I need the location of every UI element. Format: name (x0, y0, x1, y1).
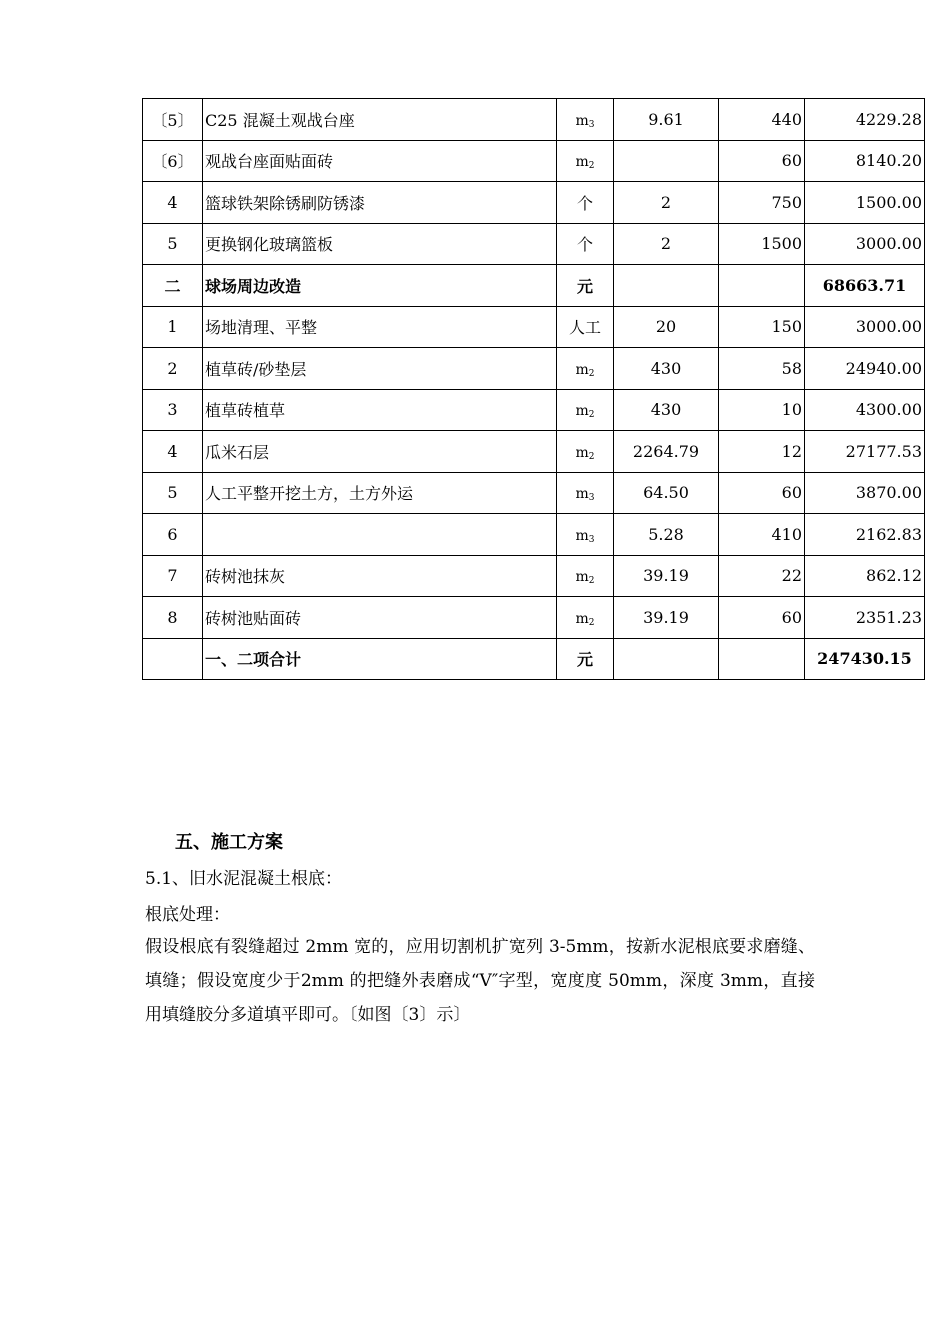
unit-price-cell: 10 (719, 389, 805, 431)
quantity-cell: 39.19 (614, 597, 719, 639)
item-name-cell: C25 混凝土观战台座 (203, 99, 557, 141)
total-cell: 24940.00 (805, 348, 925, 390)
unit-base: m (575, 486, 589, 503)
unit-exponent: 2 (588, 161, 595, 172)
item-number-cell: 1 (143, 306, 203, 348)
unit-base: m (575, 610, 589, 627)
unit-exponent: 2 (588, 368, 595, 379)
item-number-cell: 二 (143, 265, 203, 307)
item-name-cell: 植草砖植草 (203, 389, 557, 431)
quantity-cell: 2264.79 (614, 431, 719, 473)
table-row (143, 265, 925, 307)
quantity-cell: 5.28 (614, 514, 719, 556)
unit-price-cell: 60 (719, 140, 805, 182)
item-name-cell: 观战台座面贴面砖 (203, 140, 557, 182)
table-row (143, 140, 925, 182)
unit-exponent: 2 (588, 410, 595, 421)
unit-base: 人工 (568, 318, 601, 338)
quantity-cell (614, 265, 719, 307)
total-cell: 4300.00 (805, 389, 925, 431)
total-cell: 247430.15 (805, 638, 925, 680)
item-name-cell: 篮球铁架除锈刷防锈漆 (203, 182, 557, 224)
item-name-cell: 场地清理、平整 (203, 306, 557, 348)
total-cell: 3000.00 (805, 223, 925, 265)
total-cell: 2351.23 (805, 597, 925, 639)
unit-base: 个 (576, 235, 593, 255)
unit-base: m (575, 361, 589, 378)
unit-cell (557, 597, 614, 639)
unit-base: m (575, 403, 589, 420)
unit-cell (557, 182, 614, 224)
unit-exponent: 2 (588, 617, 595, 628)
unit-price-cell: 22 (719, 555, 805, 597)
item-number-cell: 〔6〕 (143, 140, 203, 182)
unit-base: m (575, 527, 589, 544)
quantity-cell: 39.19 (614, 555, 719, 597)
item-name-cell: 一、二项合计 (203, 638, 557, 680)
unit-price-cell: 1500 (719, 223, 805, 265)
item-number-cell: 5 (143, 472, 203, 514)
unit-cell (557, 348, 614, 390)
table-row (143, 182, 925, 224)
table-row (143, 638, 925, 680)
table-row (143, 389, 925, 431)
unit-cell (557, 389, 614, 431)
quantity-cell: 20 (614, 306, 719, 348)
unit-exponent: 3 (588, 119, 595, 130)
unit-base: 元 (576, 650, 593, 670)
table-row (143, 514, 925, 556)
table-row (143, 223, 925, 265)
subsection-heading: 5.1、旧水泥混凝土根底： (145, 869, 343, 889)
unit-cell (557, 265, 614, 307)
item-number-cell: 5 (143, 223, 203, 265)
unit-cell (557, 431, 614, 473)
table-body (143, 99, 925, 680)
table-row (143, 472, 925, 514)
table-row (143, 555, 925, 597)
unit-base: m (575, 444, 589, 461)
table-row (143, 99, 925, 141)
total-cell: 1500.00 (805, 182, 925, 224)
quantity-cell: 64.50 (614, 472, 719, 514)
unit-base: m (575, 112, 589, 129)
unit-cell (557, 140, 614, 182)
unit-cell (557, 555, 614, 597)
item-name-cell (203, 514, 557, 556)
total-cell: 3000.00 (805, 306, 925, 348)
unit-price-cell: 750 (719, 182, 805, 224)
unit-exponent: 3 (588, 534, 595, 545)
item-number-cell: 4 (143, 182, 203, 224)
unit-base: m (575, 154, 589, 171)
total-cell: 8140.20 (805, 140, 925, 182)
cost-table (142, 98, 925, 680)
unit-base: 元 (576, 276, 593, 296)
unit-cell (557, 223, 614, 265)
quantity-cell: 2 (614, 223, 719, 265)
unit-cell (557, 638, 614, 680)
treatment-label: 根底处理： (145, 905, 230, 925)
total-cell: 862.12 (805, 555, 925, 597)
item-name-cell: 砖树池贴面砖 (203, 597, 557, 639)
table-row (143, 597, 925, 639)
item-number-cell (143, 638, 203, 680)
unit-price-cell: 58 (719, 348, 805, 390)
unit-cell (557, 99, 614, 141)
table-row (143, 306, 925, 348)
item-number-cell: 〔5〕 (143, 99, 203, 141)
item-name-cell: 更换钢化玻璃篮板 (203, 223, 557, 265)
unit-cell (557, 514, 614, 556)
total-cell: 27177.53 (805, 431, 925, 473)
item-number-cell: 3 (143, 389, 203, 431)
quantity-cell: 9.61 (614, 99, 719, 141)
item-number-cell: 6 (143, 514, 203, 556)
unit-price-cell (719, 638, 805, 680)
unit-base: m (575, 569, 589, 586)
total-cell: 68663.71 (805, 265, 925, 307)
unit-exponent: 3 (588, 493, 595, 504)
unit-price-cell: 440 (719, 99, 805, 141)
item-number-cell: 2 (143, 348, 203, 390)
total-cell: 2162.83 (805, 514, 925, 556)
item-name-cell: 人工平整开挖土方，土方外运 (203, 472, 557, 514)
quantity-cell: 430 (614, 348, 719, 390)
item-name-cell: 球场周边改造 (203, 265, 557, 307)
item-number-cell: 8 (143, 597, 203, 639)
table-row (143, 348, 925, 390)
item-name-cell: 植草砖/砂垫层 (203, 348, 557, 390)
quantity-cell: 2 (614, 182, 719, 224)
item-number-cell: 7 (143, 555, 203, 597)
item-name-cell: 砖树池抹灰 (203, 555, 557, 597)
quantity-cell (614, 140, 719, 182)
total-cell: 4229.28 (805, 99, 925, 141)
unit-cell (557, 306, 614, 348)
unit-price-cell: 60 (719, 597, 805, 639)
item-name-cell: 瓜米石层 (203, 431, 557, 473)
section-heading: 五、施工方案 (175, 832, 283, 853)
unit-exponent: 2 (588, 451, 595, 462)
item-number-cell: 4 (143, 431, 203, 473)
unit-price-cell (719, 265, 805, 307)
quantity-cell (614, 638, 719, 680)
table-row (143, 431, 925, 473)
unit-price-cell: 410 (719, 514, 805, 556)
unit-base: 个 (576, 193, 593, 213)
unit-price-cell: 150 (719, 306, 805, 348)
total-cell: 3870.00 (805, 472, 925, 514)
unit-exponent: 2 (588, 576, 595, 587)
quantity-cell: 430 (614, 389, 719, 431)
unit-cell (557, 472, 614, 514)
body-paragraph: 假设根底有裂缝超过 2mm 宽的，应用切割机扩宽列 3-5mm，按新水泥根底要求磨缝、填缝；假设宽度少于2mm 的把缝外表磨成“V″字型，宽度度 50mm，深度 3mm，直接用填缝胶分多道填平即可。〔如图〔3〕示〕 (145, 937, 815, 1025)
unit-price-cell: 60 (719, 472, 805, 514)
unit-price-cell: 12 (719, 431, 805, 473)
